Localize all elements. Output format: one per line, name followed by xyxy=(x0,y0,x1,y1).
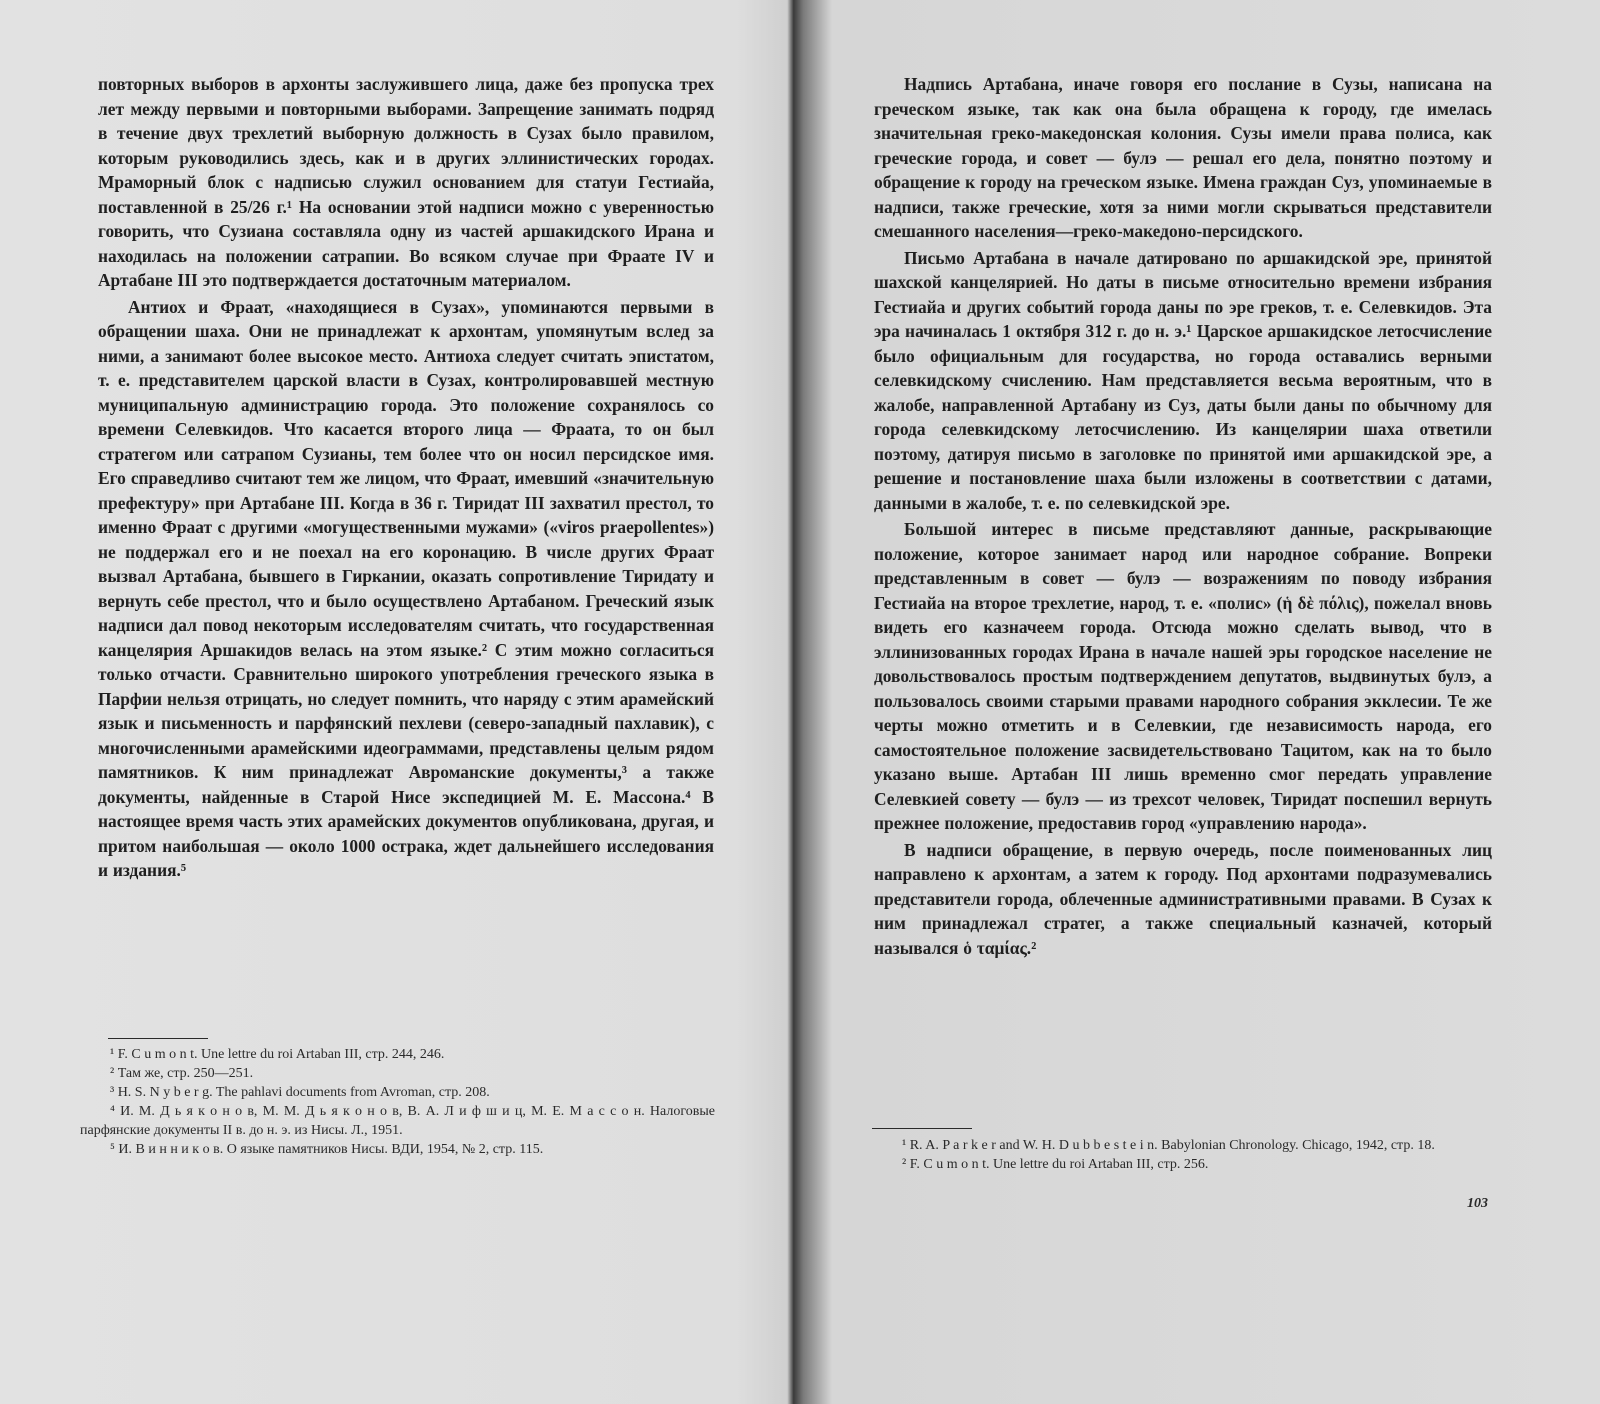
right-paragraph-3: Большой интерес в письме представляют данные, раскрывающие положение, которое занимает народ или народное собрание. Вопреки представленным в совет — булэ — возражениям по поводу избрания Гестиайа на второе трехлетие, народ, т. е. «полис» (ἡ δὲ πόλις), пожелал вновь видеть его казначеем города. Отсюда можно сделать вывод, что в эллинизованных городах Ирана в начале нашей эры городское население не довольствовалось простым подтверждением депутатов, выдвинутых булэ, а пользовалось своими старыми правами народного собрания экклесии. Те же черты можно отметить и в Селевкии, где независимость народа, его самостоятельное положение засвидетельствовано Тацитом, как на то было указано выше. Артабан III лишь временно смог передать управление Селевкией совету — булэ — из трехсот человек, Тиридат поспешил вернуть прежнее положение, предоставив город «управлению народа». xyxy=(874,519,1492,833)
left-paragraph-1: повторных выборов в архонты заслужившего лица, даже без пропуска трех лет между первыми и повторными выборами. Запрещение занимать подряд в течение двух трехлетий выборную должность в Сузах было правилом, которым руководились здесь, как и в других эллинистических городах. Мраморный блок с надписью служил основанием для статуи Гестиайа, поставленной в 25/26 г.¹ На основании этой надписи можно с уверенностью говорить, что Сузиана составляла одну из частей аршакидского Ирана и находилась на положении сатрапии. Во всяком случае при Фраате IV и Артабане III это подтверждается достаточным материалом. xyxy=(98,74,714,290)
left-footnote-5: ⁵ И. В и н н и к о в. О языке памятников Нисы. ВДИ, 1954, № 2, стр. 115. xyxy=(110,1142,544,1157)
right-paragraph-4: В надписи обращение, в первую очередь, после поименованных лиц направлено к архонтам, а затем к городу. Под архонтами подразумевались представители города, облеченные административными правами. В Сузах к ним принадлежал стратег, а также специальный казначей, который назывался ὁ ταμίας.² xyxy=(874,839,1492,958)
right-paragraph-2: Письмо Артабана в начале датировано по аршакидской эре, принятой шахской канцелярией. Но даты в письме относительно времени избрания Гестиайа и других событий города даны по эре греков, т. е. Селевкидов. Эта эра начиналась 1 октября 312 г. до н. э.¹ Царское аршакидское летосчисление было официальным для государства, но города оставались верными селевкидскому счислению. Нам представляется весьма вероятным, что в жалобе, направленной Артабану из Суз, даты были даны по обычному для города селевкидскому летосчислению. Из канцелярии шаха ответили поэтому, датируя письмо в заголовке по принятой ими аршакидской эре, а решение и постановление шаха были изложены в соответствии с датами, данными в жалобе, т. е. по селевкидской эре. xyxy=(874,247,1492,513)
left-page-body xyxy=(98,72,714,883)
right-footnote-2: ² F. C u m o n t. Une lettre du roi Artaban III, стр. 256. xyxy=(902,1157,1209,1172)
left-footnote-2: ² Там же, стр. 250—251. xyxy=(110,1066,254,1081)
right-footnote-1: ¹ R. A. P a r k e r and W. H. D u b b e s t e i n. Babylonian Chronology. Chicago, 1942, стр. 18. xyxy=(902,1138,1435,1153)
left-footnote-3: ³ H. S. N y b e r g. The pahlavi documents from Avroman, стр. 208. xyxy=(110,1085,490,1100)
right-page xyxy=(810,0,1600,1404)
right-paragraph-1: Надпись Артабана, иначе говоря его послание в Сузы, написана на греческом языке, так как она была обращена к городу, где имелась значительная греко-македонская колония. Сузы имели права полиса, как греческие города, и совет — булэ — решал его дела, понятно поэтому и обращение к городу на греческом языке. Имена граждан Суз, упоминаемые в надписи, также греческие, хотя за ними могли скрываться представители смешанного населения—греко-македоно-персидского. xyxy=(874,74,1492,241)
left-footnotes xyxy=(80,1045,715,1159)
left-footnote-1: ¹ F. C u m o n t. Une lettre du roi Artaban III, стр. 244, 246. xyxy=(110,1047,445,1062)
right-footnotes xyxy=(872,1136,1504,1174)
left-footnote-4: ⁴ И. М. Д ь я к о н о в, М. М. Д ь я к о н о в, В. А. Л и ф ш и ц, М. Е. М а с с о н. Налоговые парфянские документы II в. до н. э. из Нисы. Л., 1951. xyxy=(80,1104,715,1138)
page-number: 103 xyxy=(1467,1196,1488,1211)
right-footnote-rule xyxy=(872,1128,972,1129)
right-page-body xyxy=(874,72,1492,960)
left-page xyxy=(0,0,790,1404)
left-footnote-rule xyxy=(108,1038,208,1039)
left-paragraph-2: Антиох и Фраат, «находящиеся в Сузах», упоминаются первыми в обращении шаха. Они не принадлежат к архонтам, упомянутым вслед за ними, а занимают более высокое место. Антиоха следует считать эпистатом, т. е. представителем царской власти в Сузах, контролировавшей местную муниципальную администрацию города. Это положение сохранялось со времени Селевкидов. Что касается второго лица — Фраата, то он был стратегом или сатрапом Сузианы, тем более что он носил персидское имя. Его справедливо считают тем же лицом, что Фраат, имевший «значительную префектуру» при Артабане III. Когда в 36 г. Тиридат III захватил престол, то именно Фраат с другими «могущественными мужами» («viros praepollentes») не поддержал его и не поехал на его коронацию. В числе других Фраат вызвал Артабана, бывшего в Гиркании, оказать сопротивление Тиридату и вернуть себе престол, что и было осуществлено Артабаном. Греческий язык надписи дал повод некоторым исследователям считать, что государственная канцелярия Аршакидов велась на этом языке.² С этим можно согласиться только отчасти. Сравнительно широкого употребления греческого языка в Парфии нельзя отрицать, но следует помнить, что наряду с этим арамейский язык и письменность и парфянский пехлеви (северо-западный пахлавик), с многочисленными арамейскими идеограммами, представлены целым рядом памятников. К ним принадлежат Авроманские документы,³ а также документы, найденные в Старой Нисе экспедицией М. Е. Массона.⁴ В настоящее время часть этих арамейских документов опубликована, другая, и притом наибольшая — около 1000 острака, ждет дальнейшего исследования и издания.⁵ xyxy=(98,296,714,880)
